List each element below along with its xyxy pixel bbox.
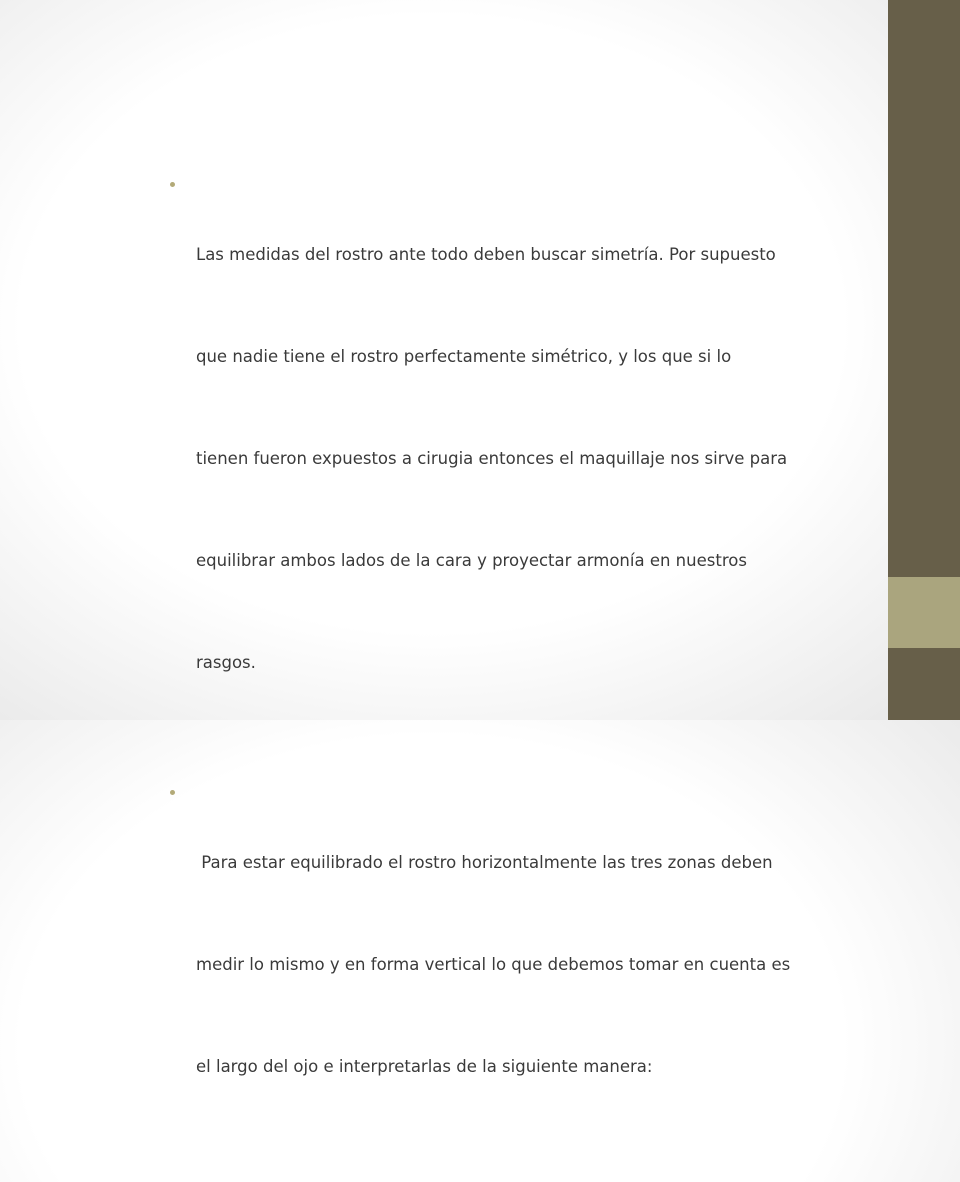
text-line: tienen fueron expuestos a cirugia entonces el maquillaje nos sirve para — [196, 449, 788, 468]
bullet-text — [196, 170, 828, 748]
decorative-band-middle — [888, 577, 960, 648]
decorative-band-top — [888, 0, 960, 577]
bullet-icon — [170, 790, 175, 795]
bullet-icon — [170, 182, 175, 187]
text-line: Las medidas del rostro ante todo deben buscar simetría. Por supuesto — [196, 245, 776, 264]
text-line: que nadie tiene el rostro perfectamente simétrico, y los que si lo — [196, 347, 732, 366]
text-line: equilibrar ambos lados de la cara y proyectar armonía en nuestros — [196, 551, 747, 570]
text-line: rasgos. — [196, 653, 256, 672]
text-line: medir lo mismo y en forma vertical lo que debemos tomar en cuenta es — [196, 955, 791, 974]
bullet-text — [196, 778, 828, 1152]
bullet-item — [168, 778, 828, 1152]
bullet-item — [168, 170, 828, 748]
text-line: el largo del ojo e interpretarlas de la siguiente manera: — [196, 1057, 653, 1076]
slide-content — [168, 170, 828, 1182]
decorative-band-bottom — [888, 648, 960, 720]
text-line: Para estar equilibrado el rostro horizontalmente las tres zonas deben — [196, 853, 773, 872]
